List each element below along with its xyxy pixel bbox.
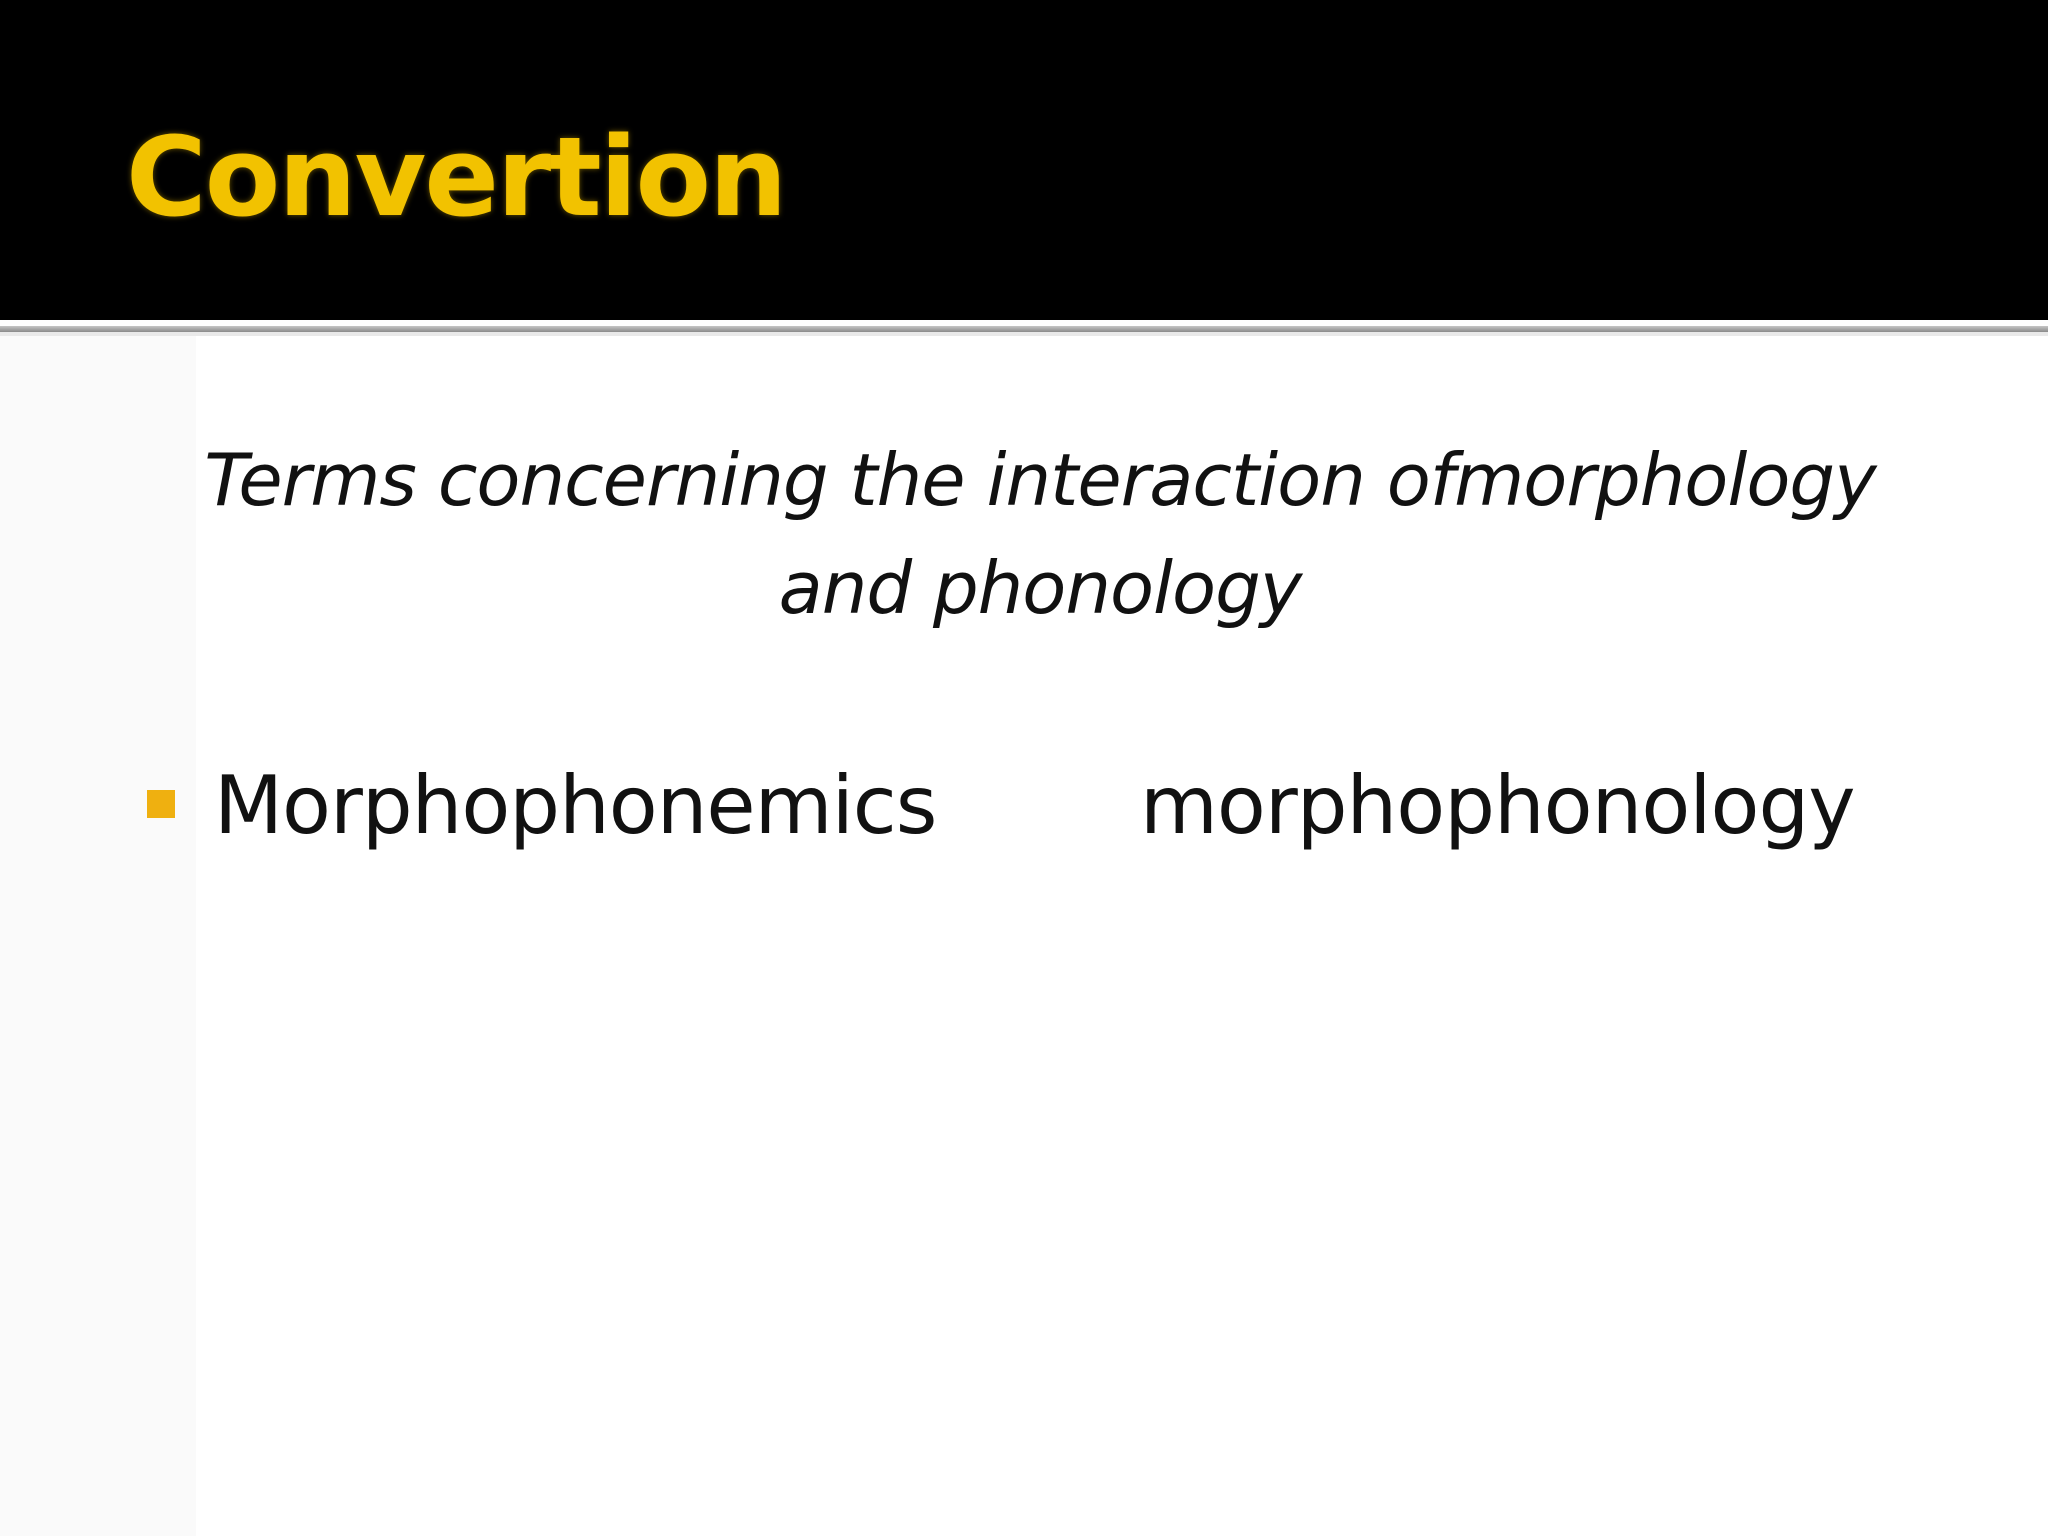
slide-title: Convertion: [126, 113, 786, 241]
header-divider-bottom: [0, 332, 2048, 336]
bullet-list: [146, 756, 1946, 856]
slide-subtitle: [140, 426, 1940, 642]
bullet-equivalent-term: morphophonology: [1140, 759, 1855, 852]
bullet-item: [146, 756, 1946, 856]
bullet-term: Morphophonemics: [214, 759, 937, 852]
square-bullet-icon: [147, 790, 175, 818]
subtitle-line-2: and phonology: [778, 546, 1302, 630]
title-header-bar: [0, 0, 2048, 320]
subtitle-line-1: Terms concerning the interaction ofmorphology: [204, 438, 1876, 522]
